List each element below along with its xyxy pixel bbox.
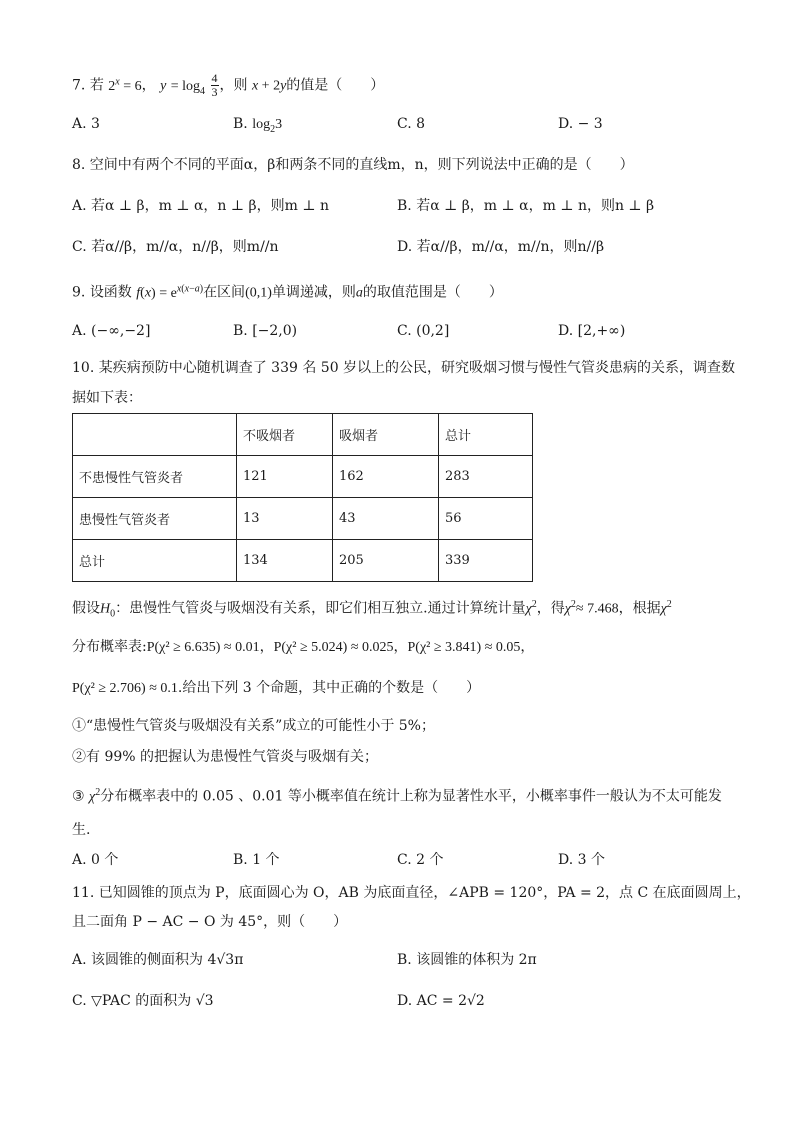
q8-option-c[interactable]: C. 若α//β，m//α，n//β，则m//n bbox=[72, 239, 279, 255]
q7-option-b[interactable]: B. $\log_23$ bbox=[233, 116, 283, 135]
q7-number: 7. bbox=[72, 77, 86, 94]
q7-expr-sum: x bbox=[251, 78, 259, 94]
q10-statement-2: ②有 99% 的把握认为患慢性气管炎与吸烟有关； bbox=[72, 749, 379, 765]
q10-statement-3: ③ $\chi^2$分布概率表中的 0.05 、0.01 等小概率值在统计上称为显著性水平，小概率事件一般认为不太可能发 bbox=[72, 787, 722, 805]
table-row: 患慢性气管炎者 13 43 56 bbox=[73, 498, 533, 540]
q11-stem-line1: 11. 已知圆锥的顶点为 P，底面圆心为 O，AB 为底面直径，∠APB = 120°，PA = 2，点 C 在底面圆周上， bbox=[72, 885, 751, 901]
q11-option-b[interactable]: B. 该圆锥的体积为 2π bbox=[397, 952, 537, 968]
q10-hypothesis: 假设$H_0$：患慢性气管炎与吸烟没有关系，即它们相互独立.通过计算统计量$\chi^2$，得$\chi^2\approx 7.468$，根据$\chi^2$ bbox=[72, 599, 672, 620]
q10-statement-3-cont: 生. bbox=[72, 822, 91, 838]
q10-distribution-cont: P(χ² ≥ 2.706) ≈ 0.1.给出下列 3 个命题，其中正确的个数是（ ） bbox=[72, 680, 481, 696]
q9-option-b[interactable]: B. [−2,0) bbox=[233, 323, 298, 339]
q8-option-d[interactable]: D. 若α//β，m//α，m//n，则n//β bbox=[397, 239, 605, 255]
q7-option-a[interactable]: A. 3 bbox=[72, 116, 100, 132]
q11-option-c[interactable]: C. ▽PAC 的面积为 √3 bbox=[72, 993, 214, 1009]
q10-option-b[interactable]: B. 1 个 bbox=[233, 852, 280, 868]
q9-option-d[interactable]: D. [2,+∞) bbox=[558, 323, 626, 339]
table-row: 不患慢性气管炎者 121 162 283 bbox=[73, 456, 533, 498]
q7-stem: 7. 若 $2^x = 6$， $y = \log_4$ $\frac{4}{3}$ ，则 x + 2y的值是（ ） bbox=[72, 71, 385, 100]
q10-distribution: 分布概率表:P(χ² ≥ 6.635) ≈ 0.01，P(χ² ≥ 5.024) ≈ 0.025，P(χ² ≥ 3.841) ≈ 0.05， bbox=[72, 639, 535, 655]
q10-data-table bbox=[72, 413, 533, 582]
q11-option-a[interactable]: A. 该圆锥的侧面积为 4√3π bbox=[72, 952, 244, 968]
q8-stem: 8. 空间中有两个不同的平面α，β和两条不同的直线m，n，则下列说法中正确的是（ ） bbox=[72, 157, 634, 173]
q7-fraction: $\frac{4}{3}$ bbox=[211, 71, 218, 100]
q10-option-a[interactable]: A. 0 个 bbox=[72, 852, 119, 868]
q9-option-a[interactable]: A. (−∞,−2] bbox=[72, 323, 151, 339]
q10-stem-line1: 10. 某疾病预防中心随机调查了 339 名 50 岁以上的公民，研究吸烟习惯与慢性气管炎患病的关系，调查数 bbox=[72, 360, 736, 376]
q8-option-b[interactable]: B. 若α ⊥ β，m ⊥ α，m ⊥ n，则n ⊥ β bbox=[397, 198, 655, 214]
q7-expr-2x: $2^x = 6$ bbox=[108, 76, 142, 94]
q10-option-d[interactable]: D. 3 个 bbox=[558, 852, 605, 868]
q10-option-c[interactable]: C. 2 个 bbox=[397, 852, 444, 868]
q9-function: f bbox=[136, 285, 141, 301]
table-row: 总计 134 205 339 bbox=[73, 540, 533, 582]
q7-option-c[interactable]: C. 8 bbox=[397, 116, 426, 132]
q11-stem-line2: 且二面角 P − AC − O 为 45°，则（ ） bbox=[72, 914, 348, 930]
q10-stem-line2: 据如下表： bbox=[72, 390, 142, 406]
q7-expr-y: y bbox=[160, 78, 167, 94]
q9-option-c[interactable]: C. (0,2] bbox=[397, 323, 450, 339]
q10-statement-1: ①“患慢性气管炎与吸烟没有关系”成立的可能性小于 5%； bbox=[72, 718, 435, 734]
q11-option-d[interactable]: D. AC = 2√2 bbox=[397, 993, 485, 1009]
q8-option-a[interactable]: A. 若α ⊥ β，m ⊥ α，n ⊥ β，则m ⊥ n bbox=[72, 198, 329, 214]
q9-interval: (0,1) bbox=[245, 285, 272, 301]
q7-option-d[interactable]: D. − 3 bbox=[558, 116, 603, 132]
table-header-row: 不吸烟者 吸烟者 总计 bbox=[73, 414, 533, 456]
q9-stem: 9. 设函数 $f(x) = e^{x(x-a)}$在区间(0,1)单调递减，则a的取值范围是（ ） bbox=[72, 283, 503, 301]
